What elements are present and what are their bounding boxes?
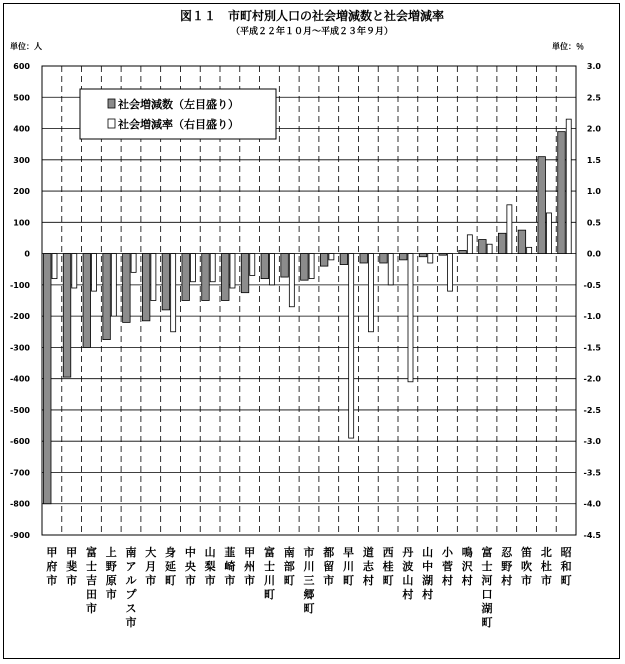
category-label: 鳴 (461, 546, 473, 559)
category-label: 部 (283, 560, 295, 573)
category-label: 身 (165, 546, 177, 559)
bar-social-change-rate (52, 254, 57, 279)
category-label: 野 (105, 560, 117, 573)
category-label: 市 (85, 602, 97, 615)
category-label: 湖 (422, 574, 434, 587)
category-label: 士 (85, 560, 97, 573)
right-tick-label: -2.5 (583, 405, 601, 415)
category-label: 村 (362, 574, 374, 587)
bar-social-change-count (558, 132, 566, 254)
legend-label-rate: 社会増減率（右目盛り） (118, 118, 239, 131)
bar-social-change-count (479, 240, 487, 254)
bar-social-change-rate (546, 213, 551, 254)
category-label: 杜 (540, 560, 552, 573)
category-label: 富 (85, 546, 97, 559)
right-tick-label: 2.0 (586, 124, 601, 134)
left-axis-unit: 単位：人 (10, 42, 42, 51)
left-tick-label: 100 (13, 218, 30, 228)
right-tick-label: -3.5 (583, 468, 601, 478)
category-label: ス (125, 602, 137, 615)
bar-social-change-count (538, 157, 546, 254)
category-label: 市 (66, 574, 78, 587)
category-label: 甲 (66, 546, 78, 559)
bar-social-change-count (439, 254, 447, 256)
category-label: 市 (323, 574, 335, 587)
category-label: 延 (165, 560, 177, 573)
category-label: 昭 (560, 546, 572, 559)
bar-social-change-rate (388, 254, 393, 285)
category-label: 市 (521, 574, 533, 587)
category-label: 州 (244, 560, 256, 573)
category-label: 口 (481, 588, 493, 601)
category-label: 中 (184, 546, 196, 559)
chart-title: 図１１ 市町村別人口の社会増減数と社会増減率 (179, 9, 445, 23)
plot-area (10, 62, 601, 629)
bar-social-change-count (44, 254, 52, 504)
bar-social-change-count (340, 254, 348, 265)
category-label: 富 (481, 546, 493, 559)
category-label: 村 (501, 574, 513, 587)
bar-social-change-count (261, 254, 269, 279)
right-tick-label: -0.5 (583, 280, 601, 290)
bar-social-change-rate (448, 254, 453, 292)
category-label: 市 (105, 588, 117, 601)
category-label: 桂 (382, 560, 394, 573)
bar-social-change-rate (131, 254, 136, 273)
category-label: 原 (105, 574, 117, 587)
category-label: 南 (125, 546, 137, 559)
bar-social-change-rate (487, 244, 492, 253)
bar-social-change-rate (329, 254, 334, 260)
bar-social-change-count (63, 254, 71, 378)
category-label: 町 (283, 574, 295, 587)
bar-social-change-count (320, 254, 328, 267)
category-label: 梨 (204, 560, 216, 573)
category-label: 町 (343, 574, 355, 587)
category-label: 富 (263, 546, 275, 559)
category-label: 士 (481, 560, 493, 573)
left-tick-label: -700 (9, 468, 30, 478)
bar-social-change-rate (289, 254, 294, 307)
category-label: 甲 (46, 546, 58, 559)
legend-box (80, 89, 276, 139)
category-label: 北 (540, 546, 552, 559)
bar-social-change-rate (507, 205, 512, 254)
right-tick-label: 2.5 (586, 93, 601, 103)
category-label: 韮 (224, 546, 236, 559)
category-label: 町 (560, 574, 572, 587)
bar-social-change-count (459, 250, 467, 253)
bar-social-change-rate (349, 254, 354, 438)
category-label: 留 (323, 560, 335, 573)
category-label: 町 (263, 588, 275, 601)
bar-social-change-count (83, 254, 91, 348)
bar-social-change-rate (111, 254, 116, 317)
category-label: 町 (303, 602, 315, 615)
category-label: 西 (382, 546, 394, 559)
legend-swatch-count (108, 99, 115, 108)
category-label: 村 (441, 574, 453, 587)
category-label: 町 (165, 574, 177, 587)
bar-social-change-count (162, 254, 170, 310)
category-label: 山 (422, 546, 434, 559)
category-label: ル (125, 574, 137, 587)
category-label: 山 (402, 574, 414, 587)
category-label: 大 (145, 546, 157, 559)
category-label: 市 (204, 574, 216, 587)
category-label: 士 (263, 560, 275, 573)
category-label: 笛 (521, 546, 533, 559)
bar-social-change-rate (467, 235, 472, 254)
category-label: 町 (481, 616, 493, 629)
bar-social-change-count (123, 254, 131, 323)
bar-social-change-rate (408, 254, 413, 382)
right-tick-label: -4.0 (583, 499, 601, 509)
legend-label-count: 社会増減数（左目盛り） (118, 98, 239, 111)
category-label: プ (125, 588, 137, 601)
bar-social-change-rate (428, 254, 433, 263)
left-tick-label: 400 (13, 124, 30, 134)
category-label: 早 (343, 546, 355, 559)
right-tick-label: -2.0 (583, 374, 601, 384)
bar-social-change-count (419, 254, 427, 257)
category-label: 市 (224, 574, 236, 587)
category-label: 道 (362, 546, 374, 559)
bar-social-change-rate (270, 254, 275, 285)
category-label: 市 (184, 574, 196, 587)
bar-social-change-rate (210, 254, 215, 282)
left-tick-label: -500 (9, 405, 30, 415)
category-label: 村 (461, 574, 473, 587)
category-label: 忍 (501, 546, 513, 559)
right-axis-unit: 単位：％ (552, 42, 584, 51)
category-label: 沢 (461, 560, 473, 573)
bar-social-change-count (281, 254, 289, 277)
category-label: 山 (204, 546, 216, 559)
category-label: 吉 (85, 574, 97, 587)
category-label: 波 (402, 560, 414, 573)
category-label: 月 (145, 560, 157, 573)
bar-social-change-rate (230, 254, 235, 288)
category-label: 川 (343, 560, 355, 573)
right-tick-label: -3.0 (583, 437, 601, 447)
category-label: 上 (105, 546, 117, 559)
left-tick-label: -800 (9, 499, 30, 509)
bar-social-change-count (182, 254, 190, 301)
category-label: 都 (323, 546, 335, 559)
bar-social-change-count (241, 254, 249, 293)
bar-social-change-rate (171, 254, 176, 332)
category-label: 崎 (224, 560, 236, 573)
bar-social-change-rate (527, 247, 532, 253)
category-label: 市 (125, 616, 137, 629)
category-label: 小 (441, 546, 453, 559)
category-label: 川 (303, 560, 315, 573)
category-label: 郷 (303, 588, 315, 601)
legend-swatch-rate (108, 119, 115, 128)
left-tick-label: 600 (13, 62, 30, 71)
category-label: 丹 (402, 546, 414, 559)
left-tick-label: -200 (9, 312, 30, 322)
category-label: 和 (560, 560, 572, 573)
right-tick-label: -4.5 (583, 531, 601, 540)
bar-social-change-rate (92, 254, 97, 292)
category-label: 中 (422, 560, 434, 573)
left-tick-label: -300 (9, 343, 30, 353)
category-label: 田 (85, 588, 97, 601)
left-tick-label: -900 (9, 531, 30, 540)
left-tick-label: -400 (9, 374, 30, 384)
left-tick-label: 0 (24, 249, 30, 259)
category-label: 市 (303, 546, 315, 559)
bar-social-change-count (202, 254, 210, 301)
category-label: 三 (303, 574, 315, 587)
left-tick-label: -100 (9, 280, 30, 290)
left-tick-label: -600 (9, 437, 30, 447)
category-label: 町 (382, 574, 394, 587)
bar-social-change-rate (190, 254, 195, 282)
category-label: ア (125, 560, 137, 573)
bar-social-change-rate (151, 254, 156, 301)
category-label: 吹 (521, 560, 533, 573)
category-label: 南 (283, 546, 295, 559)
left-tick-label: 300 (13, 155, 30, 165)
category-label: 野 (501, 560, 513, 573)
category-label: 河 (481, 574, 493, 587)
category-label: 市 (540, 574, 552, 587)
bar-social-change-count (222, 254, 230, 301)
category-label: 菅 (441, 560, 453, 573)
bar-social-change-rate (309, 254, 314, 279)
left-tick-label: 200 (13, 187, 30, 197)
bar-social-change-count (103, 254, 111, 340)
category-label: 府 (46, 560, 58, 573)
bar-social-change-count (142, 254, 150, 321)
bar-social-change-count (498, 233, 506, 253)
right-tick-label: -1.5 (583, 343, 601, 353)
bar-social-change-count (360, 254, 368, 263)
bar-social-change-rate (72, 254, 77, 288)
category-label: 村 (402, 588, 414, 601)
left-tick-label: 500 (13, 93, 30, 103)
category-label: 村 (422, 588, 434, 601)
category-label: 湖 (481, 602, 493, 615)
right-tick-label: 1.0 (586, 187, 601, 197)
right-tick-label: 3.0 (586, 62, 601, 71)
bar-social-change-rate (368, 254, 373, 332)
category-label: 市 (244, 574, 256, 587)
category-label: 市 (46, 574, 58, 587)
right-tick-label: 1.5 (586, 155, 601, 165)
category-label: 市 (145, 574, 157, 587)
category-label: 甲 (244, 546, 256, 559)
category-label: 志 (362, 560, 374, 573)
category-label: 央 (184, 560, 196, 573)
chart-subtitle: （平成２２年１０月～平成２３年９月） (230, 27, 394, 37)
category-label: 川 (263, 574, 275, 587)
bar-social-change-rate (566, 119, 571, 253)
bar-social-change-count (301, 254, 309, 281)
bar-social-change-count (518, 230, 526, 253)
bar-social-change-rate (250, 254, 255, 276)
right-tick-label: 0.0 (586, 249, 601, 259)
bar-social-change-count (380, 254, 388, 263)
legend (80, 89, 276, 139)
bar-social-change-count (400, 254, 408, 260)
right-tick-label: 0.5 (586, 218, 601, 228)
right-tick-label: -1.0 (583, 312, 601, 322)
category-label: 斐 (66, 560, 78, 573)
